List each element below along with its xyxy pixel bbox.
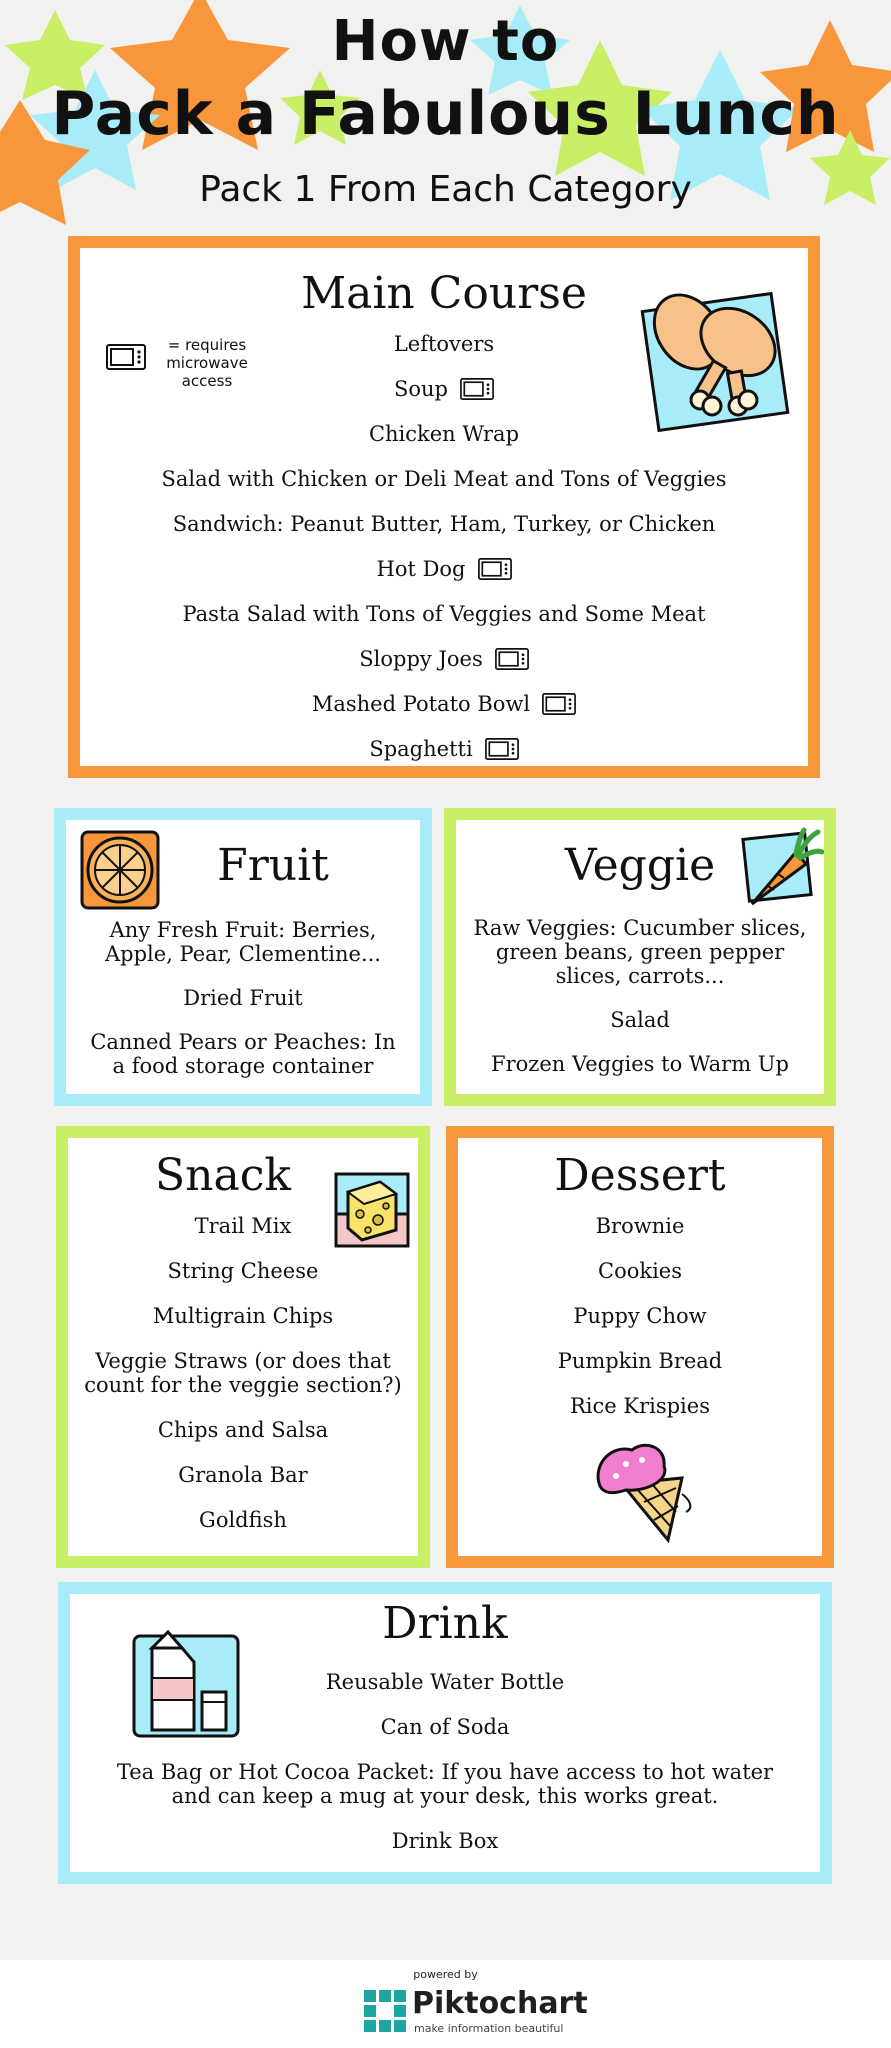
list-item-label: Pumpkin Bread <box>557 1349 723 1373</box>
list-item-label: Multigrain Chips <box>152 1304 334 1328</box>
list-item-label: Pasta Salad with Tons of Veggies and Some Meat <box>182 602 706 626</box>
list-item <box>458 1304 822 1328</box>
list-item <box>68 1463 418 1487</box>
list-item-label: Apple, Pear, Clementine... <box>105 942 381 966</box>
list-item <box>66 986 420 1010</box>
list-item <box>68 1508 418 1532</box>
main-course-title: Main Course <box>301 268 587 319</box>
list-item <box>66 1030 420 1054</box>
list-item-label: Granola Bar <box>178 1463 308 1487</box>
list-item-label: Salad <box>610 1008 670 1032</box>
dessert-title: Dessert <box>554 1150 726 1201</box>
list-item-label: String Cheese <box>167 1259 319 1283</box>
microwave-icon <box>478 558 512 580</box>
page-subtitle: Pack 1 From Each Category <box>199 169 692 210</box>
snack-list <box>68 1214 418 1532</box>
fruit-title: Fruit <box>217 840 329 891</box>
list-item <box>458 1394 822 1418</box>
list-item-label: Trail Mix <box>194 1214 292 1238</box>
list-item <box>456 916 824 940</box>
list-item-label: Canned Pears or Peaches: In <box>90 1030 396 1054</box>
list-item <box>80 467 808 491</box>
list-item-label: Veggie Straws (or does that <box>95 1349 391 1373</box>
list-item-label: Chips and Salsa <box>157 1418 329 1442</box>
list-item <box>70 1760 820 1784</box>
chicken-drumstick-icon <box>620 272 790 442</box>
list-item-label: Can of Soda <box>380 1715 510 1739</box>
list-item <box>458 1214 822 1238</box>
list-item <box>80 512 808 536</box>
list-item <box>80 647 808 671</box>
list-item <box>68 1259 418 1283</box>
list-item-label: Sloppy Joes <box>359 647 483 671</box>
list-item <box>80 557 808 581</box>
main-course-panel <box>68 236 820 778</box>
fruit-list <box>66 918 420 1078</box>
list-item-label: Salad with Chicken or Deli Meat and Tons of Veggies <box>161 467 727 491</box>
veggie-panel <box>444 808 836 1106</box>
microwave-icon <box>460 378 494 400</box>
dessert-list <box>458 1214 822 1418</box>
list-item-label: and can keep a mug at your desk, this works great. <box>171 1784 719 1808</box>
list-item <box>456 964 824 988</box>
list-item-label: Leftovers <box>393 332 495 356</box>
microwave-icon <box>542 693 576 715</box>
brand-tagline: make information beautiful <box>414 2022 564 2035</box>
list-item <box>66 942 420 966</box>
list-item-label: Drink Box <box>391 1829 499 1853</box>
microwave-icon <box>495 648 529 670</box>
list-item <box>68 1418 418 1442</box>
drink-title: Drink <box>382 1598 508 1649</box>
microwave-icon <box>485 738 519 760</box>
piktochart-logo[interactable] <box>362 1986 588 2042</box>
brand-name: Piktochart <box>412 1986 588 2021</box>
dessert-panel <box>446 1126 834 1568</box>
page-title-line2: Pack a Fabulous Lunch <box>51 79 840 149</box>
microwave-legend-text: = requires microwave access <box>166 336 248 390</box>
list-item <box>80 602 808 626</box>
list-item-label: slices, carrots... <box>555 964 725 988</box>
ice-cream-cone-icon <box>586 1432 706 1552</box>
powered-by-text: powered by <box>413 1968 478 1981</box>
list-item <box>68 1373 418 1397</box>
fruit-panel <box>54 808 432 1106</box>
veggie-title: Veggie <box>564 840 716 891</box>
list-item-label: Raw Veggies: Cucumber slices, <box>473 916 807 940</box>
list-item <box>456 940 824 964</box>
list-item-label: Mashed Potato Bowl <box>311 692 531 716</box>
veggie-list <box>456 916 824 1076</box>
list-item <box>80 692 808 716</box>
list-item-label: Reusable Water Bottle <box>325 1670 565 1694</box>
list-item-label: Dried Fruit <box>183 986 303 1010</box>
carrot-icon <box>738 826 824 912</box>
list-item <box>458 1349 822 1373</box>
header <box>0 0 891 236</box>
list-item-label: Spaghetti <box>369 737 473 761</box>
list-item <box>456 1008 824 1032</box>
list-item-label: Goldfish <box>199 1508 287 1532</box>
snack-panel <box>56 1126 430 1568</box>
list-item <box>68 1304 418 1328</box>
list-item-label: Puppy Chow <box>573 1304 707 1328</box>
list-item-label: Sandwich: Peanut Butter, Ham, Turkey, or Chicken <box>172 512 716 536</box>
list-item-label: Rice Krispies <box>570 1394 710 1418</box>
list-item-label: Soup <box>394 377 448 401</box>
list-item-label: Frozen Veggies to Warm Up <box>491 1052 789 1076</box>
list-item <box>66 1054 420 1078</box>
list-item <box>68 1214 418 1238</box>
drink-list <box>70 1670 820 1853</box>
list-item-label: Any Fresh Fruit: Berries, <box>109 918 377 942</box>
list-item <box>70 1784 820 1808</box>
list-item-label: Hot Dog <box>376 557 466 581</box>
list-item-label: green beans, green pepper <box>495 940 785 964</box>
list-item-label: count for the veggie section?) <box>84 1373 402 1397</box>
list-item <box>66 918 420 942</box>
list-item <box>70 1715 820 1739</box>
drink-panel <box>58 1582 832 1884</box>
list-item-label: Cookies <box>598 1259 682 1283</box>
list-item-label: a food storage container <box>112 1054 374 1078</box>
list-item <box>70 1829 820 1853</box>
list-item-label: Tea Bag or Hot Cocoa Packet: If you have access to hot water <box>116 1760 774 1784</box>
list-item <box>68 1349 418 1373</box>
list-item <box>458 1259 822 1283</box>
snack-title: Snack <box>154 1150 292 1201</box>
list-item <box>70 1670 820 1694</box>
list-item-label: Brownie <box>595 1214 685 1238</box>
page-title-line1: How to <box>331 9 560 74</box>
list-item <box>80 737 808 761</box>
list-item-label: Chicken Wrap <box>368 422 520 446</box>
footer <box>0 1960 891 2048</box>
piktochart-logo-icon <box>362 1988 408 2034</box>
list-item <box>456 1052 824 1076</box>
